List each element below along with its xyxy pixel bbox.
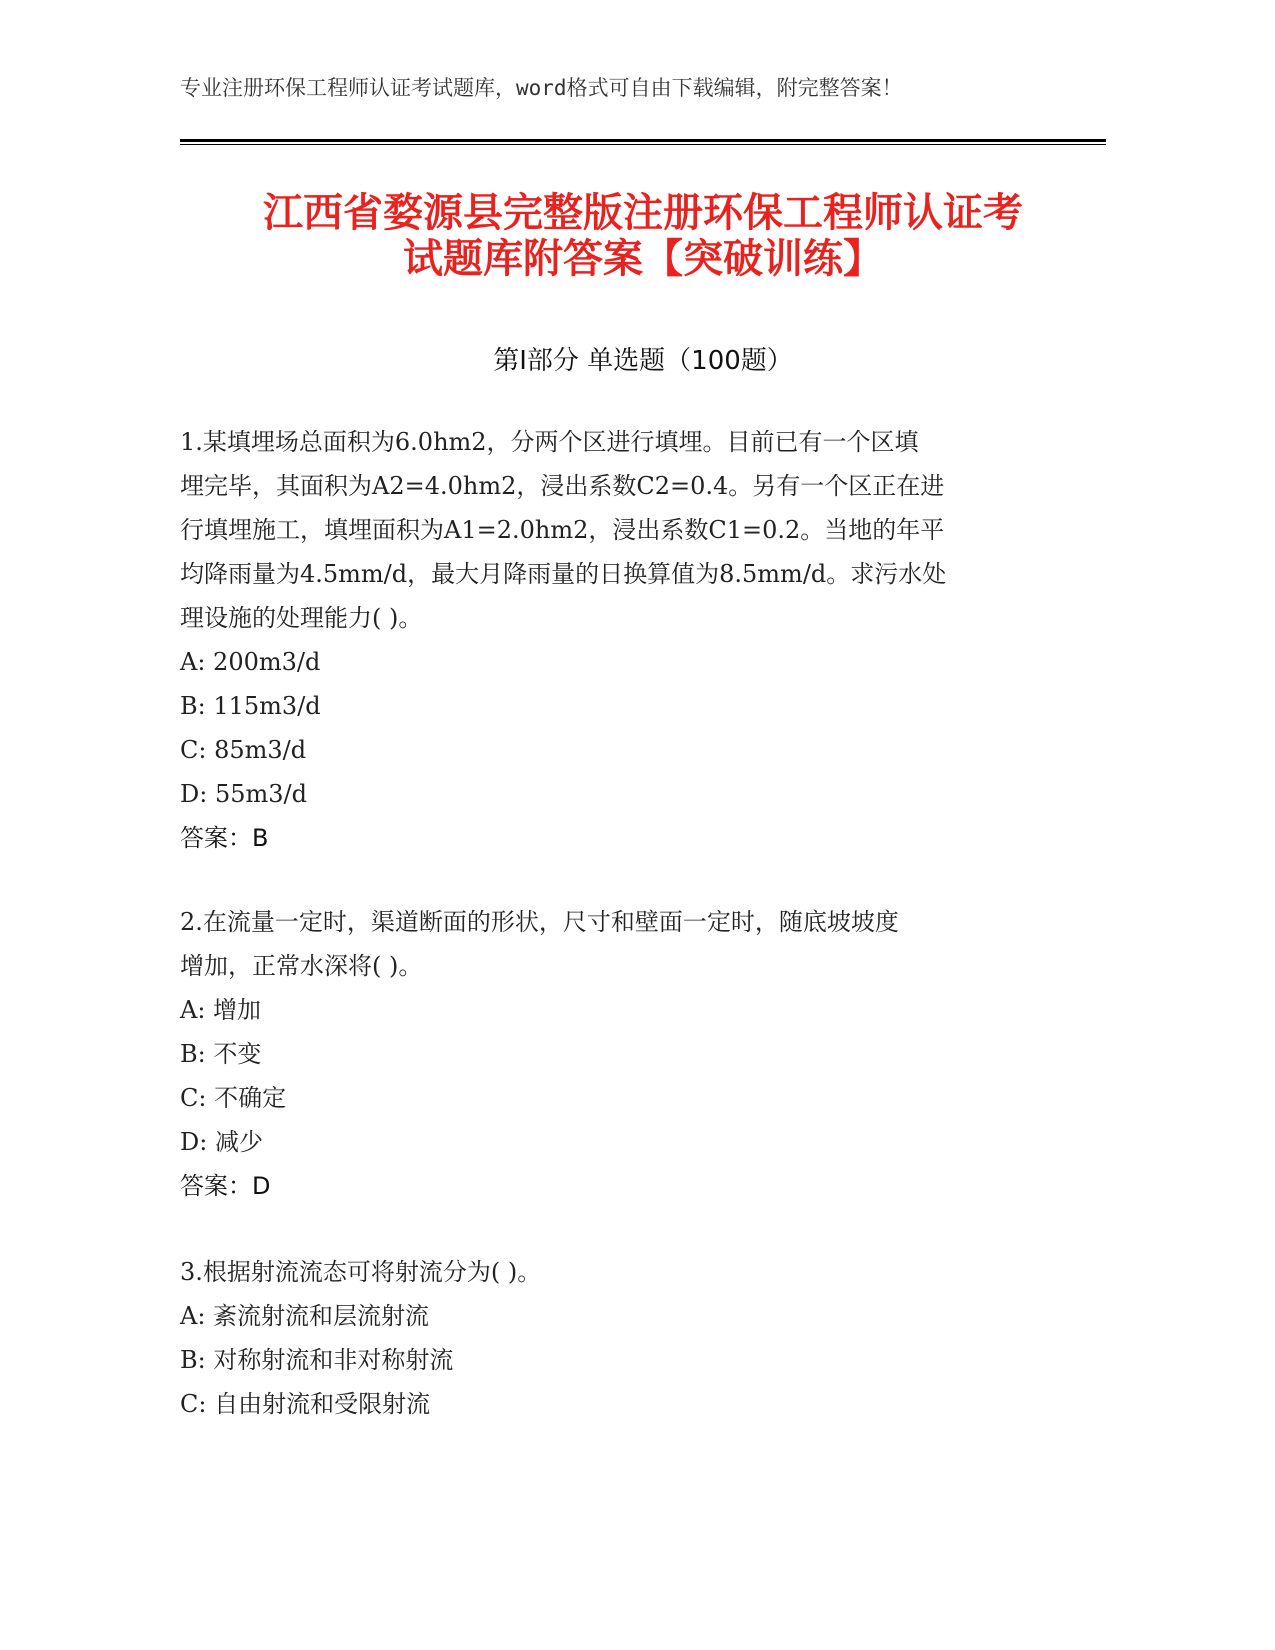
option-d: D: 55m3/d bbox=[180, 780, 307, 808]
question-stem bbox=[180, 1250, 1040, 1294]
question-1 bbox=[180, 420, 1040, 860]
question-stem-line: 理设施的处理能力( )。 bbox=[180, 604, 423, 632]
section-title: 第Ⅰ部分 单选题（100题） bbox=[493, 346, 793, 376]
question-stem bbox=[180, 900, 1040, 988]
option-a: A: 紊流射流和层流射流 bbox=[180, 1302, 430, 1330]
page-title-line-1: 江西省婺源县完整版注册环保工程师认证考 bbox=[263, 190, 1023, 236]
question-stem bbox=[180, 420, 1040, 640]
option-b: B: 115m3/d bbox=[180, 692, 321, 720]
page-title bbox=[180, 190, 1106, 282]
option-c: C: 自由射流和受限射流 bbox=[180, 1390, 431, 1418]
option-d: D: 减少 bbox=[180, 1128, 263, 1156]
header-rule-thick bbox=[180, 139, 1106, 142]
page-title-line-2: 试题库附答案【突破训练】 bbox=[403, 236, 883, 282]
question-stem-line: 3.根据射流流态可将射流分为( )。 bbox=[180, 1258, 542, 1286]
question-stem-line: 增加，正常水深将( )。 bbox=[180, 952, 423, 980]
question-stem-line: 均降雨量为4.5mm/d，最大月降雨量的日换算值为8.5mm/d。求污水处 bbox=[180, 560, 947, 588]
answer: 答案：D bbox=[180, 1172, 271, 1200]
question-stem-line: 行填埋施工，填埋面积为A1=2.0hm2，浸出系数C1=0.2。当地的年平 bbox=[180, 516, 945, 544]
option-b: B: 不变 bbox=[180, 1040, 262, 1068]
header-note: 专业注册环保工程师认证考试题库，word格式可自由下载编辑，附完整答案！ bbox=[180, 76, 903, 100]
answer: 答案：B bbox=[180, 824, 269, 852]
question-2 bbox=[180, 900, 1040, 1208]
option-a: A: 200m3/d bbox=[180, 648, 321, 676]
question-stem-line: 1.某填埋场总面积为6.0hm2，分两个区进行填埋。目前已有一个区填 bbox=[180, 428, 919, 456]
header-rule-thin bbox=[180, 144, 1106, 145]
option-b: B: 对称射流和非对称射流 bbox=[180, 1346, 454, 1374]
option-c: C: 85m3/d bbox=[180, 736, 307, 764]
question-stem-line: 2.在流量一定时，渠道断面的形状，尺寸和壁面一定时，随底坡坡度 bbox=[180, 908, 899, 936]
question-3 bbox=[180, 1250, 1040, 1426]
question-stem-line: 埋完毕，其面积为A2=4.0hm2，浸出系数C2=0.4。另有一个区正在进 bbox=[180, 472, 945, 500]
option-a: A: 增加 bbox=[180, 996, 262, 1024]
option-c: C: 不确定 bbox=[180, 1084, 287, 1112]
